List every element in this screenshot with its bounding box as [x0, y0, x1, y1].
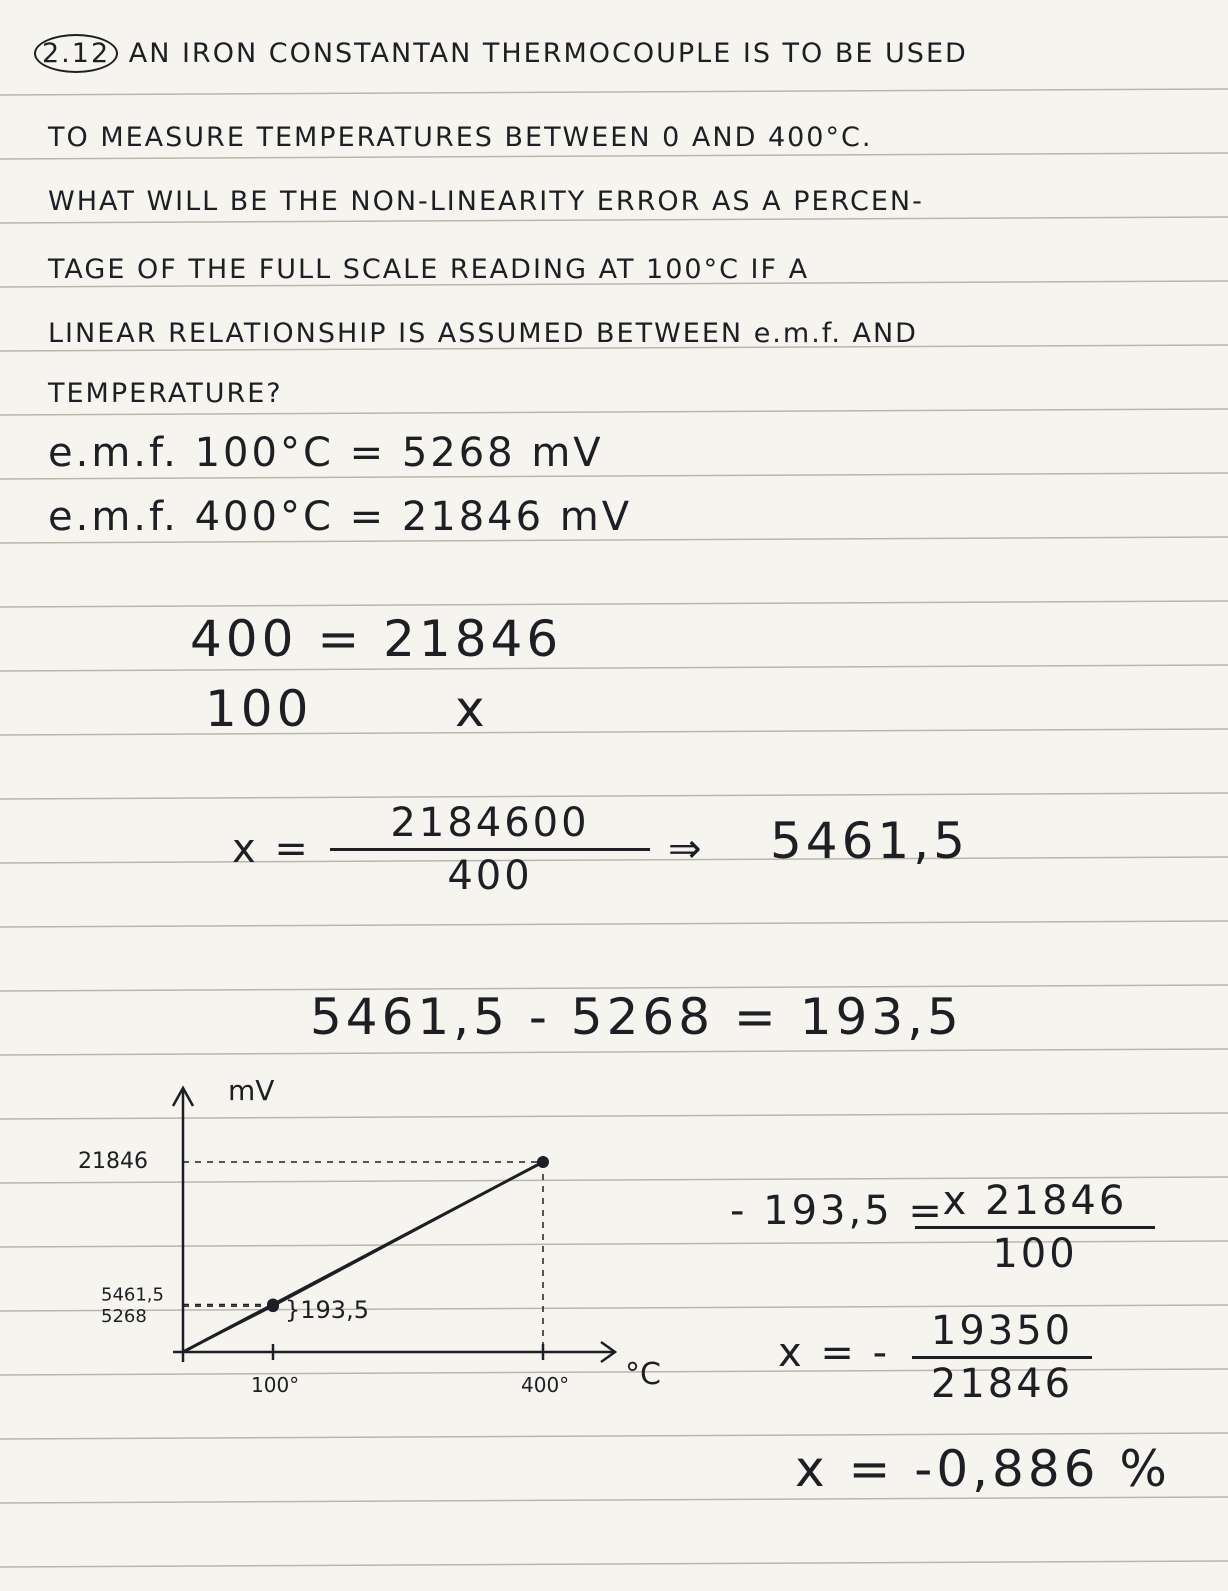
difference-line: 5461,5 - 5268 = 193,5 [310, 988, 963, 1046]
proportion-row-2-left: 100 [205, 680, 313, 738]
error-eq2-numerator: 19350 [930, 1308, 1074, 1354]
x-axis-label: °C [625, 1357, 661, 1392]
problem-line-6: TEMPERATURE? [48, 378, 283, 409]
x-tick-100: 100° [251, 1373, 300, 1397]
ruled-line [0, 921, 1228, 927]
problem-text-1: AN IRON CONSTANTAN THERMOCOUPLE IS TO BE USED [128, 38, 968, 69]
y-axis-label: mV [228, 1074, 275, 1107]
x-equals-label: x = [232, 826, 311, 872]
ruled-line [0, 89, 1228, 95]
problem-line-2: TO MEASURE TEMPERATURES BETWEEN 0 AND 400°C. [48, 122, 873, 153]
problem-line-1 [34, 38, 968, 69]
ruled-line [0, 153, 1228, 159]
fraction-bar [915, 1226, 1155, 1229]
error-eq1-numerator: x 21846 [942, 1178, 1128, 1224]
data-point-2 [267, 1299, 279, 1311]
final-answer: x = -0,886 % [795, 1440, 1171, 1498]
implies-arrow: ⇒ [668, 826, 705, 872]
x-result: 5461,5 [770, 812, 969, 870]
ruled-line [0, 217, 1228, 223]
error-eq2-left: x = - [778, 1330, 891, 1376]
error-eq2-fraction [912, 1308, 1092, 1407]
proportion-row-2-right: x [455, 680, 489, 738]
proportion-row-1: 400 = 21846 [190, 610, 563, 668]
ruled-line [0, 1049, 1228, 1055]
problem-line-3: WHAT WILL BE THE NON-LINEARITY ERROR AS A PERCEN- [48, 186, 924, 217]
y-tick-5461-5: 5461,5 [101, 1284, 164, 1306]
problem-number: 2.12 [34, 34, 118, 73]
ruled-line [0, 665, 1228, 671]
x-numerator: 2184600 [390, 800, 590, 846]
ruled-line [0, 409, 1228, 415]
ruled-line [0, 793, 1228, 799]
error-eq1-left: - 193,5 = [730, 1188, 945, 1234]
x-denominator: 400 [447, 853, 533, 899]
problem-line-4: TAGE OF THE FULL SCALE READING AT 100°C IF A [48, 254, 810, 285]
emf-temperature-graph [60, 1060, 700, 1500]
error-eq1-denominator: 100 [992, 1231, 1078, 1277]
given-emf-100: e.m.f. 100°C = 5268 mV [48, 430, 604, 476]
y-tick-21846: 21846 [78, 1149, 148, 1174]
x-tick-400: 400° [521, 1373, 570, 1397]
fraction-bar [912, 1356, 1092, 1359]
given-emf-400: e.m.f. 400°C = 21846 mV [48, 494, 633, 540]
error-eq1-fraction [915, 1178, 1155, 1277]
y-tick-5268: 5268 [101, 1306, 147, 1328]
ruled-line [0, 1561, 1228, 1567]
x-fraction [330, 800, 650, 899]
ruled-line [0, 601, 1228, 607]
problem-line-5: LINEAR RELATIONSHIP IS ASSUMED BETWEEN e.m.f. AND [48, 318, 918, 349]
error-eq2-denominator: 21846 [930, 1361, 1074, 1407]
ruled-line [0, 729, 1228, 735]
fraction-bar [330, 848, 650, 851]
difference-annotation: }193,5 [285, 1296, 369, 1325]
data-point-3 [537, 1156, 549, 1168]
